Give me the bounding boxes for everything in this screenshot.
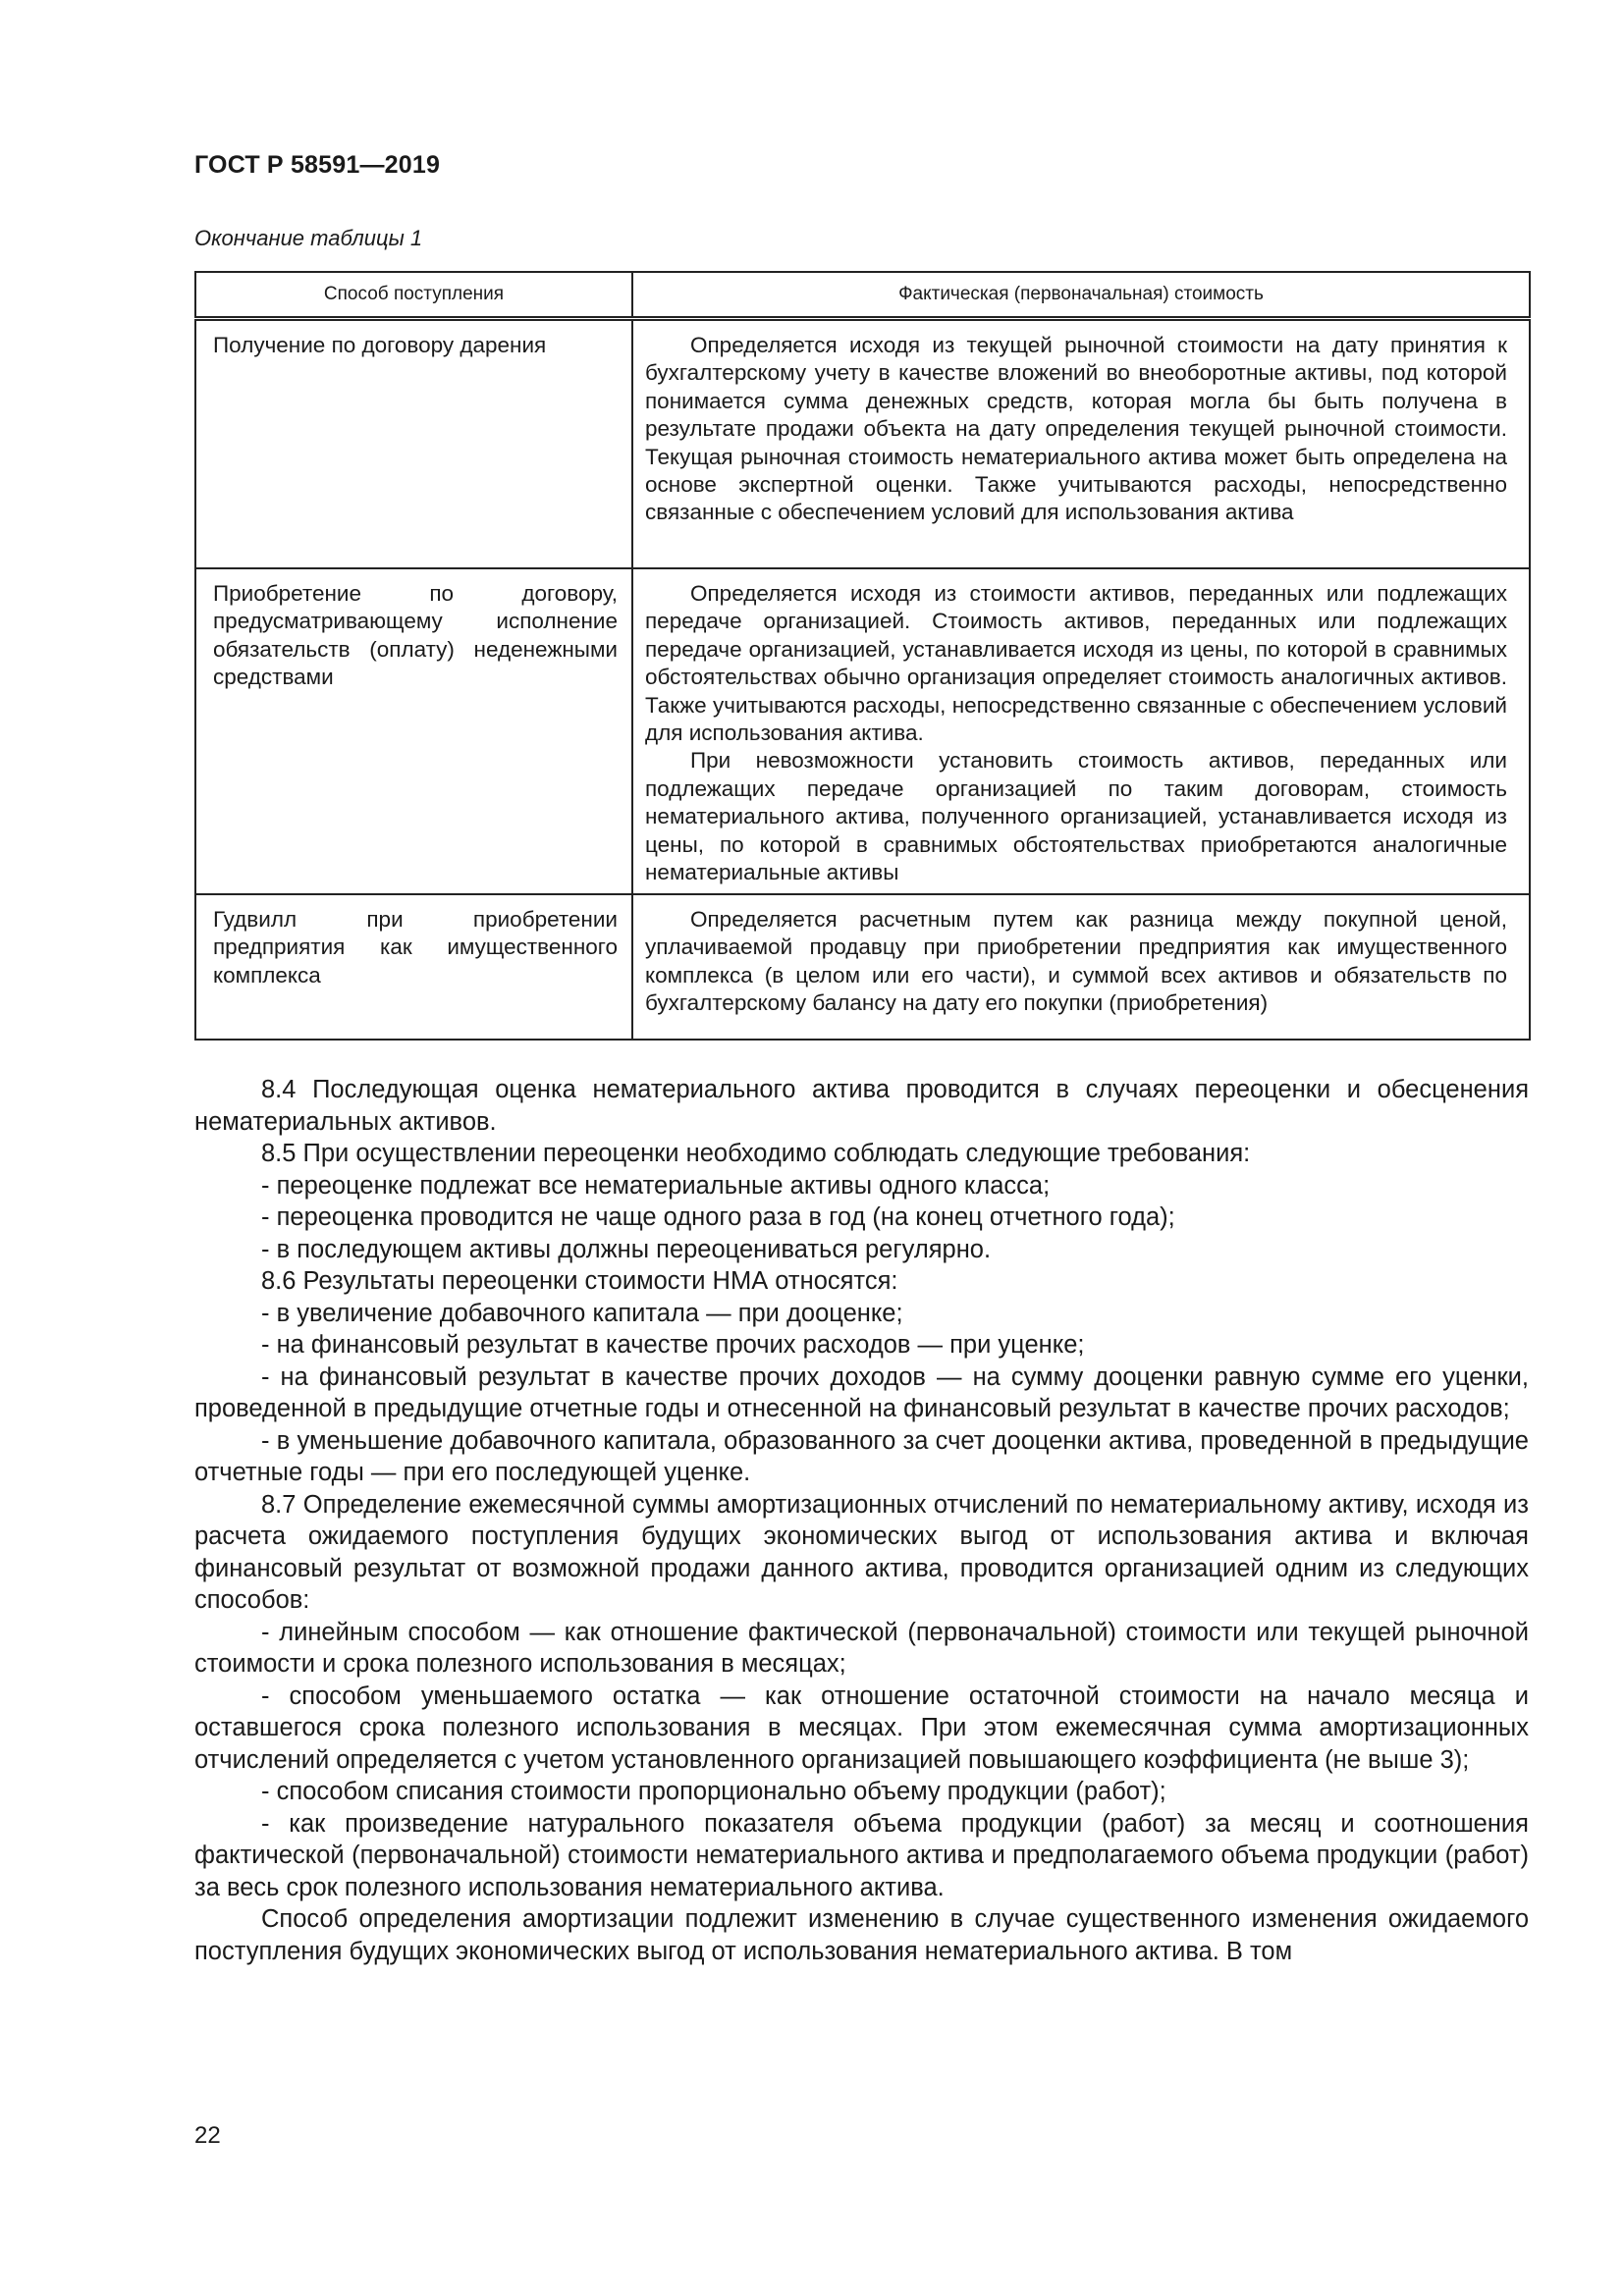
body-text [194,1074,1529,1967]
method-cell: Получение по договору дарения [195,319,632,569]
paragraph-8-5: 8.5 При осуществлении переоценки необходимо соблюдать следующие требования: [261,1140,1251,1167]
list-item: - на финансовый результат в качестве прочих доходов — на сумму дооценки равную сумме его уценки, проведенной в предыдущие отчетные годы и отнесенной на финансовый результат в качестве прочих расходов; [194,1362,1529,1422]
list-item: - способом уменьшаемого остатка — как отношение остаточной стоимости на начало месяца и оставшегося срока полезного использования в месяцах. При этом ежемесячная сумма амортизационных отчислений определяется с учетом установленного организацией повышающего коэффициента (не выше 3); [194,1682,1529,1774]
cost-paragraph: Определяется исходя из стоимости активов, переданных или подлежащих передаче организацией. Стоимость активов, переданных или подлежащих передаче организацией, устанавливается исходя из цены, по которой в сравнимых обстоятельствах обычно организация определяет стоимость аналогичных активов. Также учитываются расходы, непосредственно связанные с обеспечением условий для использования актива. [645,581,1507,746]
list-item: - в увеличение добавочного капитала — при дооценке; [261,1299,903,1327]
method-cell: Приобретение по договору, предусматривающему исполнение обязательств (оплату) неденежными средствами [195,568,632,894]
list-item: - способом списания стоимости пропорционально объему продукции (работ); [261,1778,1166,1805]
table-header-row [195,272,1530,319]
list-item: - в уменьшение добавочного капитала, образованного за счет дооценки актива, проведенной в предыдущие отчетные годы — при его последующей уценке. [194,1426,1529,1486]
cost-cell [632,894,1530,1040]
column-header-method: Способ поступления [195,272,632,319]
list-item: - на финансовый результат в качестве прочих расходов — при уценке; [261,1331,1085,1359]
list-item: - как произведение натурального показателя объема продукции (работ) за месяц и соотношения фактической (первоначальной) стоимости нематериального актива и предполагаемого объема продукции (работ) за весь срок полезного использования нематериального актива. [194,1809,1529,1901]
paragraph: Способ определения амортизации подлежит изменению в случае существенного изменения ожидаемого поступления будущих экономических выгод от использования нематериального актива. В том [194,1905,1529,1965]
paragraph-8-4: 8.4 Последующая оценка нематериального актива проводится в случаях переоценки и обесценения нематериальных активов. [194,1076,1529,1136]
column-header-cost: Фактическая (первоначальная) стоимость [632,272,1530,319]
document-header: ГОСТ Р 58591—2019 [194,151,441,179]
table-row [195,568,1530,894]
list-item: - переоценка проводится не чаще одного раза в год (на конец отчетного года); [261,1203,1175,1231]
table-caption: Окончание таблицы 1 [194,226,423,250]
cost-table [194,271,1531,1041]
cost-paragraph: При невозможности установить стоимость активов, переданных или подлежащих передаче организацией по таким договорам, стоимость нематериального актива, полученного организацией, устанавливается исходя из цены, по которой в сравнимых обстоятельствах приобретаются аналогичные нематериальные активы [645,748,1507,885]
page-number: 22 [194,2122,221,2149]
cost-paragraph: Определяется расчетным путем как разница между покупной ценой, уплачиваемой продавцу при приобретении предприятия как имущественного комплекса (в целом или его части), и суммой всех активов и обязательств по бухгалтерскому балансу на дату его покупки (приобретения) [645,907,1507,1016]
list-item: - переоценке подлежат все нематериальные активы одного класса; [261,1171,1051,1200]
table-row [195,319,1530,569]
list-item: - линейным способом — как отношение фактической (первоначальной) стоимости или текущей рыночной стоимости и срока полезного использования в месяцах; [194,1618,1529,1678]
cost-paragraph: Определяется исходя из текущей рыночной стоимости на дату принятия к бухгалтерскому учету в качестве вложений во внеоборотные активы, под которой понимается сумма денежных средств, которая могла бы быть получена в результате продажи объекта на дату определения текущей рыночной стоимости. Текущая рыночная стоимость нематериального актива может быть определена на основе экспертной оценки. Также учитываются расходы, непосредственно связанные с обеспечением условий для использования актива [645,333,1507,525]
paragraph-8-6: 8.6 Результаты переоценки стоимости НМА относятся: [261,1267,898,1295]
paragraph-8-7: 8.7 Определение ежемесячной суммы амортизационных отчислений по нематериальному активу, исходя из расчета ожидаемого поступления будущих экономических выгод от использования актива и включая финансовый результат от возможной продажи данного актива, проводится организацией одним из следующих способов: [194,1490,1529,1614]
method-cell: Гудвилл при приобретении предприятия как имущественного комплекса [195,894,632,1040]
cost-cell [632,568,1530,894]
list-item: - в последующем активы должны переоцениваться регулярно. [261,1235,992,1263]
cost-cell [632,319,1530,569]
table-row [195,894,1530,1040]
